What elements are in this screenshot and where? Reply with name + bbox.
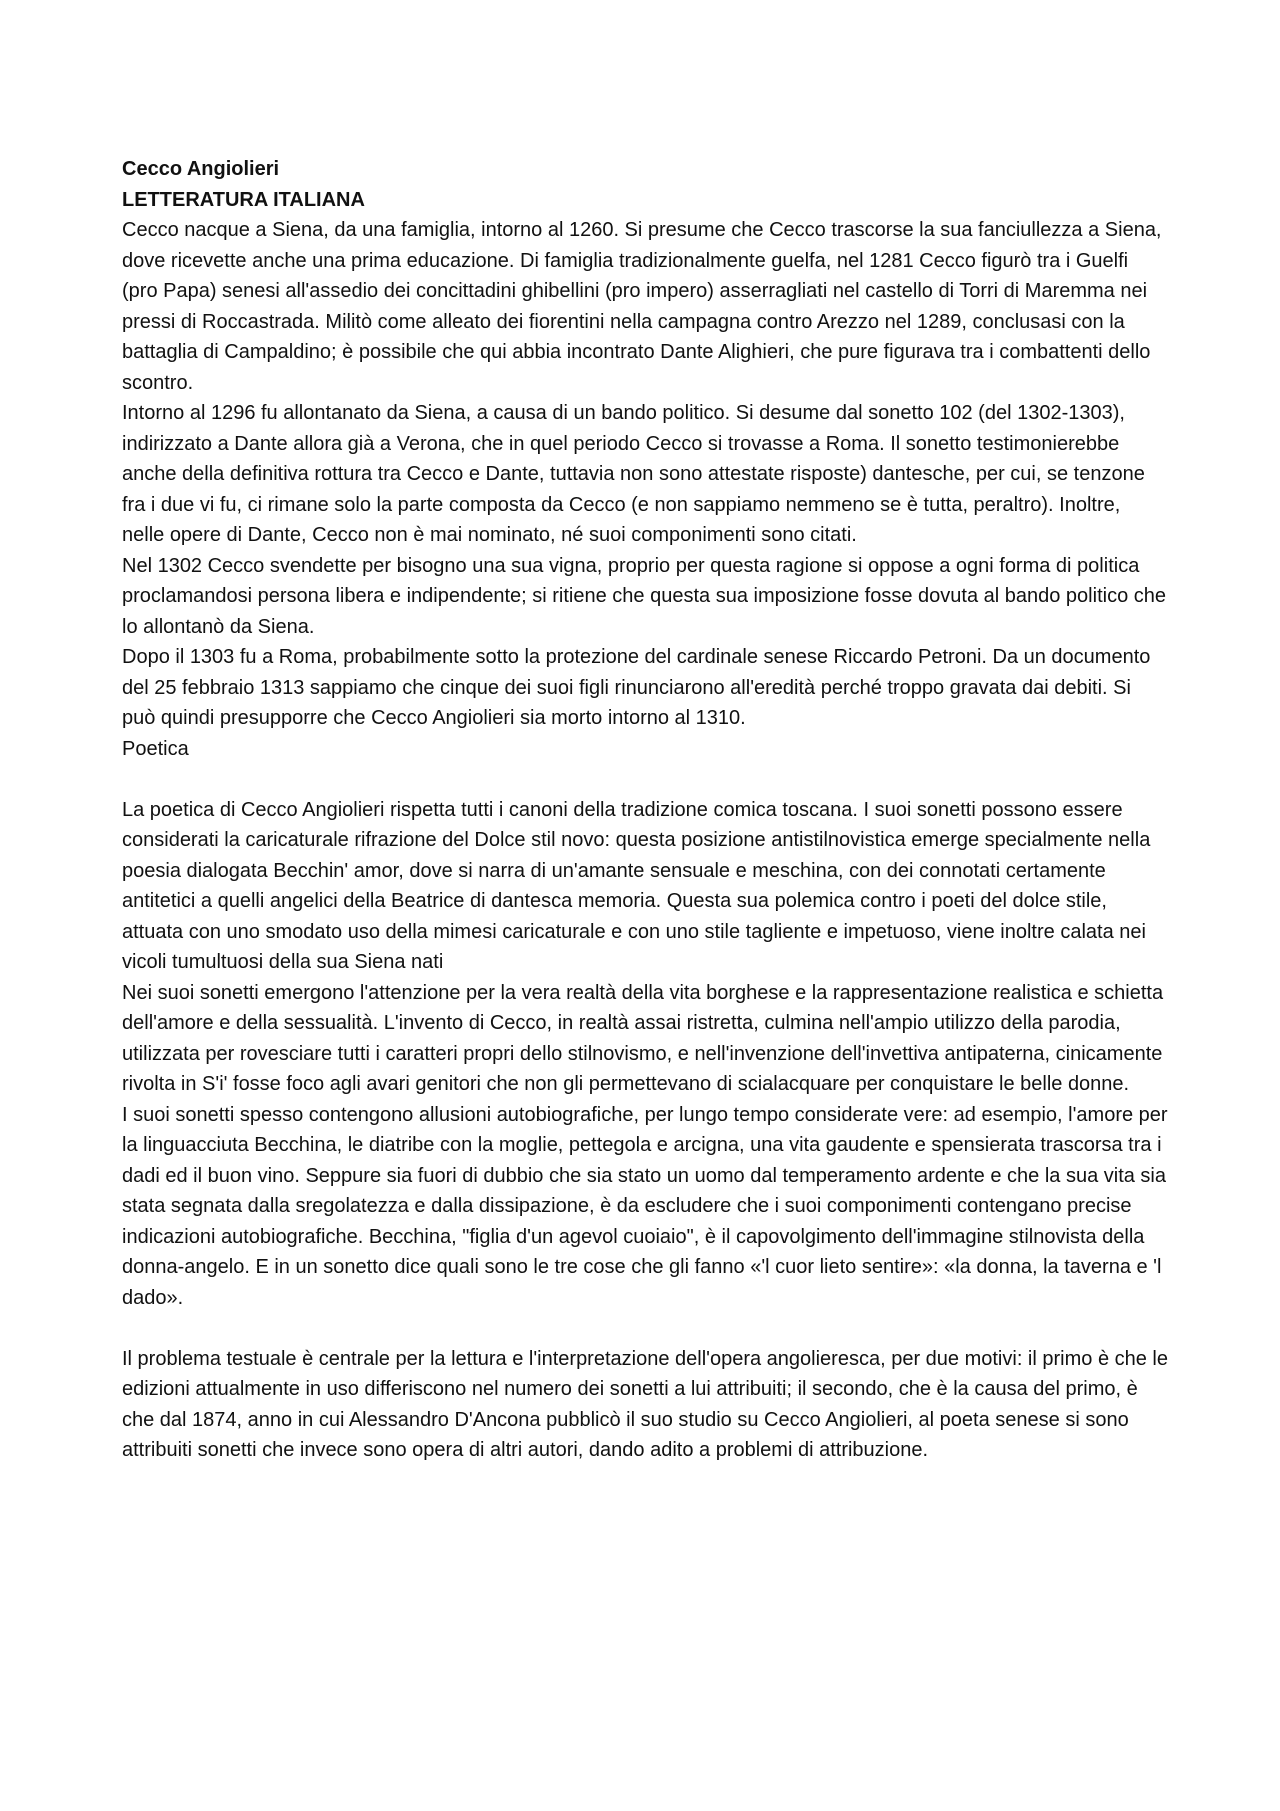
- document-body: [122, 154, 1168, 1466]
- paragraph-poetica-3: I suoi sonetti spesso contengono allusioni autobiografiche, per lungo tempo considerate vere: ad esempio, l'amore per la linguacciuta Becchina, le diatribe con la moglie, pettegola e arcigna, una vita gaudente e spensierata trascorsa tra i dadi ed il buon vino. Seppure sia fuori di dubbio che sia stato un uomo dal temperamento ardente e che la sua vita sia stata segnata dalla sregolatezza e dalla dissipazione, è da escludere che i suoi componimenti contengano precise indicazioni autobiografiche. Becchina, "figlia d'un agevol cuoiaio", è il capovolgimento dell'immagine stilnovista della donna-angelo. E in un sonetto dice quali sono le tre cose che gli fanno «'l cuor lieto sentire»: «la donna, la taverna e 'l dado».: [122, 1103, 1168, 1309]
- section-heading-poetica: Poetica: [122, 737, 189, 760]
- document-subject: LETTERATURA ITALIANA: [122, 188, 365, 211]
- paragraph-biography-4: Dopo il 1303 fu a Roma, probabilmente sotto la protezione del cardinale senese Riccardo Petroni. Da un documento del 25 febbraio 1313 sappiamo che cinque dei suoi figli rinunciarono all'eredità perché troppo gravata dai debiti. Si può quindi presupporre che Cecco Angiolieri sia morto intorno al 1310.: [122, 646, 1151, 729]
- paragraph-poetica-1: La poetica di Cecco Angiolieri rispetta tutti i canoni della tradizione comica toscana. I suoi sonetti possono essere considerati la caricaturale rifrazione del Dolce stil novo: questa posizione antistilnovistica emerge specialmente nella poesia dialogata Becchin' amor, dove si narra di un'amante sensuale e meschina, con dei connotati certamente antitetici a quelli angelici della Beatrice di dantesca memoria. Questa sua polemica contro i poeti del dolce stile, attuata con uno smodato uso della mimesi caricaturale e con uno stile tagliente e impetuoso, viene inoltre calata nei vicoli tumultuosi della sua Siena nati: [122, 798, 1151, 973]
- paragraph-biography-1: Cecco nacque a Siena, da una famiglia, intorno al 1260. Si presume che Cecco trascorse la sua fanciullezza a Siena, dove ricevette anche una prima educazione. Di famiglia tradizionalmente guelfa, nel 1281 Cecco figurò tra i Guelfi (pro Papa) senesi all'assedio dei concittadini ghibellini (pro impero) asserragliati nel castello di Torri di Maremma nei pressi di Roccastrada. Militò come alleato dei fiorentini nella campagna contro Arezzo nel 1289, conclusasi con la battaglia di Campaldino; è possibile che qui abbia incontrato Dante Alighieri, che pure figurava tra i combattenti dello scontro.: [122, 219, 1162, 394]
- paragraph-closing: Il problema testuale è centrale per la lettura e l'interpretazione dell'opera angolieresca, per due motivi: il primo è che le edizioni attualmente in uso differiscono nel numero dei sonetti a lui attribuiti; il secondo, che è la causa del primo, è che dal 1874, anno in cui Alessandro D'Ancona pubblicò il suo studio su Cecco Angiolieri, al poeta senese si sono attribuiti sonetti che invece sono opera di altri autori, dando adito a problemi di attribuzione.: [122, 1347, 1168, 1461]
- document-title: Cecco Angiolieri: [122, 158, 280, 180]
- blank-line: [122, 1313, 1168, 1344]
- blank-line: [122, 764, 1168, 795]
- paragraph-poetica-2: Nei suoi sonetti emergono l'attenzione per la vera realtà della vita borghese e la rappresentazione realistica e schietta dell'amore e della sessualità. L'invento di Cecco, in realtà assai ristretta, culmina nell'ampio utilizzo della parodia, utilizzata per rovesciare tutti i caratteri propri dello stilnovismo, e nell'invenzione dell'invettiva antipaterna, cinicamente rivolta in S'i' fosse foco agli avari genitori che non gli permettevano di scialacquare per conquistare le belle donne.: [122, 981, 1164, 1095]
- paragraph-biography-2: Intorno al 1296 fu allontanato da Siena, a causa di un bando politico. Si desume dal sonetto 102 (del 1302-1303), indirizzato a Dante allora già a Verona, che in quel periodo Cecco si trovasse a Roma. Il sonetto testimonierebbe anche della definitiva rottura tra Cecco e Dante, tuttavia non sono attestate risposte) dantesche, per cui, se tenzone fra i due vi fu, ci rimane solo la parte composta da Cecco (e non sappiamo nemmeno se è tutta, peraltro). Inoltre, nelle opere di Dante, Cecco non è mai nominato, né suoi componimenti sono citati.: [122, 402, 1145, 546]
- paragraph-biography-3: Nel 1302 Cecco svendette per bisogno una sua vigna, proprio per questa ragione si oppose a ogni forma di politica proclamandosi persona libera e indipendente; si ritiene che questa sua imposizione fosse dovuta al bando politico che lo allontanò da Siena.: [122, 554, 1166, 638]
